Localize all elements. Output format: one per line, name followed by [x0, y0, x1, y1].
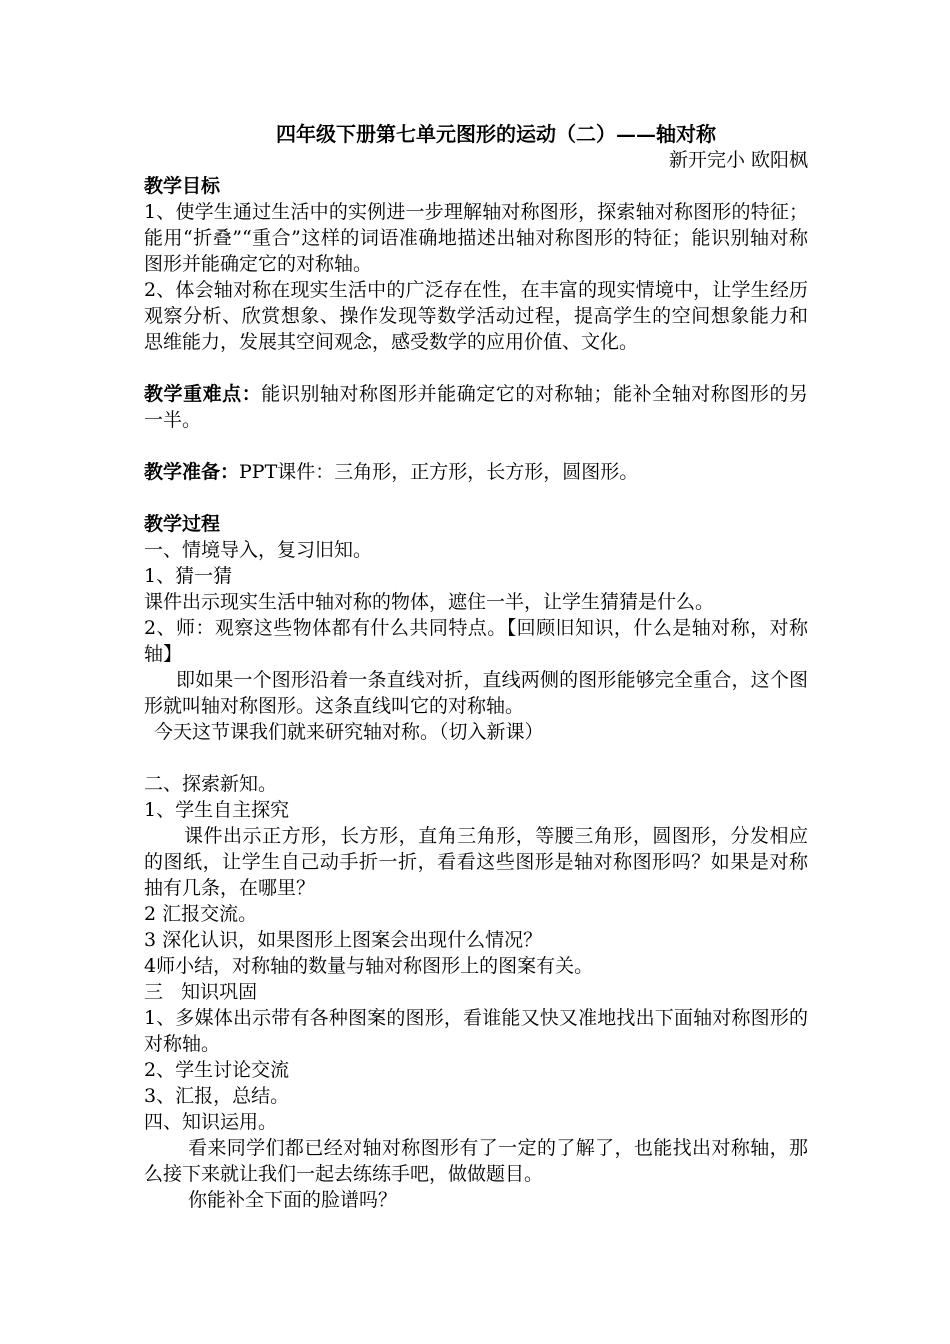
section-3-line-2: 2、学生讨论交流 [144, 1059, 290, 1081]
section-2-line-4: 3 深化认识，如果图形上图案会出现什么情况？ [144, 929, 543, 951]
section-2-line-3: 2 汇报交流。 [144, 903, 258, 925]
process-heading: 教学过程 [144, 513, 221, 535]
section-3-title: 三 知识巩固 [144, 981, 258, 1003]
key-points [144, 381, 808, 433]
section-4-title: 四、知识运用。 [144, 1111, 278, 1133]
goals-heading: 教学目标 [144, 175, 221, 197]
section-2-title: 二、探索新知。 [144, 773, 278, 795]
section-1-line-3: 2、师：观察这些物体都有什么共同特点。【回顾旧知识，什么是轴对称，对称轴】 [144, 617, 808, 665]
document-title: 四年级下册第七单元图形的运动（二）——轴对称 [276, 122, 716, 146]
section-2-line-2: 课件出示正方形，长方形，直角三角形，等腰三角形，圆图形，分发相应的图纸，让学生自己动手折一折，看看这些图形是轴对称图形吗？如果是对称抽有几条，在哪里？ [144, 825, 808, 899]
section-1-line-1: 1、猜一猜 [144, 565, 233, 587]
section-1-line-5: 今天这节课我们就来研究轴对称。（切入新课） [154, 721, 544, 743]
section-3-line-1: 1、多媒体出示带有各种图案的图形，看谁能又快又准地找出下面轴对称图形的对称轴。 [144, 1007, 808, 1055]
section-2-line-5: 4师小结，对称轴的数量与轴对称图形上的图案有关。 [144, 955, 594, 977]
section-3-line-3: 3、汇报，总结。 [144, 1085, 290, 1107]
section-1-line-4: 即如果一个图形沿着一条直线对折，直线两侧的图形能够完全重合，这个图形就叫轴对称图形。这条直线叫它的对称轴。 [144, 669, 808, 717]
goal-item-1: 1、使学生通过生活中的实例进一步理解轴对称图形，探索轴对称图形的特征；能用“折叠”“重合”这样的词语准确地描述出轴对称图形的特征；能识别轴对称图形并能确定它的对称轴。 [144, 201, 808, 275]
preparation-text: PPT课件：三角形，正方形，长方形，圆图形。 [239, 461, 639, 483]
document-page [144, 120, 808, 1213]
section-1-line-2: 课件出示现实生活中轴对称的物体，遮住一半，让学生猜猜是什么。 [144, 591, 715, 613]
goal-item-2: 2、体会轴对称在现实生活中的广泛存在性，在丰富的现实情境中，让学生经历观察分析、欣赏想象、操作发现等数学活动过程，提高学生的空间想象能力和思维能力，发展其空间观念，感受数学的应用价值、文化。 [144, 279, 808, 353]
section-4-line-1: 看来同学们都已经对轴对称图形有了一定的了解了，也能找出对称轴，那么接下来就让我们一起去练练手吧，做做题目。 [144, 1137, 808, 1185]
section-1-title: 一、情境导入，复习旧知。 [144, 539, 373, 561]
key-points-text: 能识别轴对称图形并能确定它的对称轴；能补全轴对称图形的另一半。 [144, 383, 808, 431]
key-points-label: 教学重难点： [144, 383, 262, 405]
section-2-line-1: 1、学生自主探究 [144, 799, 290, 821]
preparation-label: 教学准备： [144, 461, 240, 483]
section-4-line-2: 你能补全下面的脸谱吗？ [188, 1189, 398, 1211]
preparation [144, 459, 808, 485]
author-line: 新开完小 欧阳枫 [668, 149, 808, 171]
